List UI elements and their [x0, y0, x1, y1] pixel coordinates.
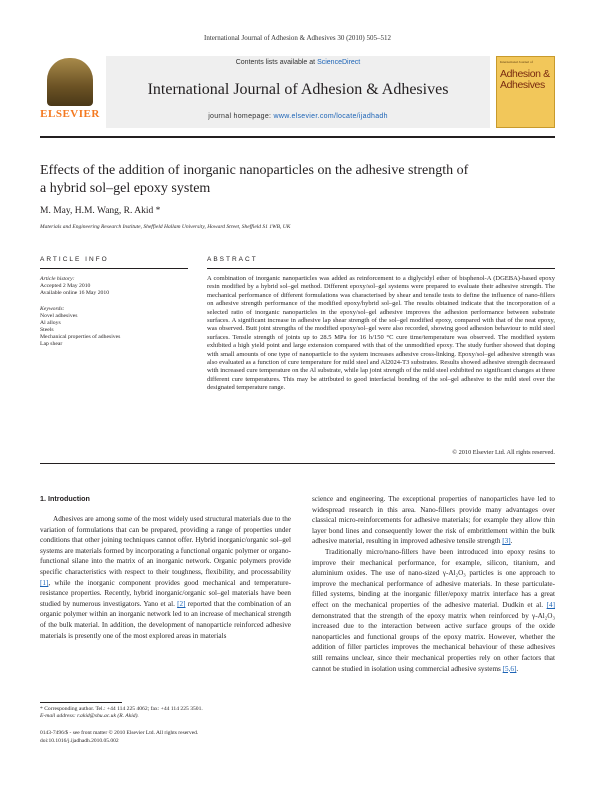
doi-line[interactable]: doi:10.1016/j.ijadhadh.2010.05.002: [40, 737, 119, 744]
journal-citation: International Journal of Adhesion & Adhesives 30 (2010) 505–512: [203, 34, 392, 42]
citation-link[interactable]: [4]: [546, 600, 555, 609]
text-run: Adhesives are among some of the most widely used structural materials due to the variation of formulations that can be prepared, providing a range of properties under conditions that other joining techniques cannot offer. Hybrid inorganic/organic sol–gel systems are materials formed by incorporating a functional organic polymer or organo-functional silane into the matrix of an inorganic network. Organic polymers provide specific characteristics with respect to their toughness, flexibility, and processability: [40, 515, 291, 576]
abstract-rule: [207, 268, 555, 269]
cover-title-line2: Adhesives: [500, 79, 545, 91]
abstract-copyright: © 2010 Elsevier Ltd. All rights reserved.: [452, 449, 555, 456]
homepage-line: [106, 113, 490, 120]
abstract-heading: ABSTRACT: [207, 256, 258, 263]
publisher-name: ELSEVIER: [40, 108, 100, 120]
journal-cover-thumbnail[interactable]: [496, 56, 555, 128]
affiliation: Materials and Engineering Research Institute, Sheffield Hallam University, Howard Street, Sheffield S1 1WB, UK: [40, 224, 291, 230]
available-date: Available online 16 May 2010: [40, 290, 110, 296]
intro-paragraph: [40, 514, 291, 641]
text-run: demonstrated that the strength of the epoxy matrix when reinforced by γ-Al₂O₃ increased due to the interaction between active surface groups of the oxide nanoparticles and functional groups of the epoxy matrix. However, whether the addition of filler particles improves the mechanical behaviour of these adhesives still remains unclear, since their mechanical properties rely on other factors that cannot be studied in isolation using commercial adhesive systems: [312, 611, 555, 673]
intro-right-column: [312, 494, 555, 674]
footnote-email[interactable]: E-mail address: r.akid@shu.ac.uk (R. Akid).: [40, 713, 139, 720]
intro-paragraph: [312, 547, 555, 674]
keyword-item: Steels: [40, 327, 54, 333]
authors[interactable]: M. May, H.M. Wang, R. Akid *: [40, 206, 161, 216]
citation-link[interactable]: [3]: [502, 537, 511, 546]
article-title: [40, 162, 555, 198]
introduction-heading: 1. Introduction: [40, 494, 90, 503]
text-run: .: [510, 537, 513, 546]
text-run: Traditionally micro/nano-fillers have been introduced into epoxy resins to improve their mechanical performance, for example, silicon, titanium, and aluminium oxides. The use of nano-sized γ-Al₂O₃ particles is one approach to improve the mechanical performance of adhesive materials. In these particulate-filled systems, binding at the inorganic filler/epoxy matrix interface has a great effect on the mechanical properties of the adhesive material. Dudkin et al.: [312, 547, 555, 609]
text-run: .: [516, 664, 519, 673]
front-matter-note: [40, 730, 198, 745]
history-label: Article history:: [40, 276, 75, 282]
article-info-heading: ARTICLE INFO: [40, 256, 109, 263]
text-run: , while the inorganic component provides good mechanical and temperature-resistance properties. Recently, hybrid inorganic/organic sol–gel materials have been studied by numerous investigators. Yano et al.: [40, 578, 291, 608]
contents-prefix: Contents lists available at: [235, 59, 318, 66]
intro-paragraph: [312, 494, 555, 547]
article-history: [40, 276, 190, 297]
cover-subtitle: International Journal of: [500, 60, 533, 64]
contents-line: [106, 59, 490, 66]
masthead-rule: [40, 136, 555, 138]
abstract-bottom-rule: [40, 463, 555, 464]
keyword-item: Novel adhesives: [40, 313, 78, 319]
issn-line: 0143-7496/$ - see front matter © 2010 Elsevier Ltd. All rights reserved.: [40, 730, 199, 736]
footnote-contact: * Corresponding author. Tel.: +44 114 225 4062; fax: +44 114 225 3501.: [40, 706, 203, 712]
accepted-date: Accepted 2 May 2010: [40, 283, 91, 289]
corresponding-author-footnote: [40, 706, 290, 721]
sciencedirect-link[interactable]: ScienceDirect: [317, 59, 361, 66]
keywords-label: Keywords:: [40, 306, 65, 312]
article-info-rule: [40, 268, 188, 269]
keyword-item: Mechanical properties of adhesives: [40, 334, 121, 340]
intro-left-column: [40, 514, 291, 641]
journal-title: International Journal of Adhesion & Adhesives: [147, 81, 449, 98]
elsevier-tree-icon: [47, 58, 93, 106]
keyword-item: Al alloys: [40, 320, 61, 326]
text-run: reported that the combination of an organic polymer within an inorganic network led to an increase of mechanical strength of the bulk material. In addition, the development of nanoparticle reinforced adhesive materials is presently one of the most explored areas in materials: [40, 599, 291, 640]
citation-link[interactable]: [5,6]: [502, 664, 517, 673]
homepage-link[interactable]: www.elsevier.com/locate/ijadhadh: [273, 113, 388, 120]
article-title-line1: Effects of the addition of inorganic nanoparticles on the adhesive strength of: [40, 163, 469, 178]
footnote-rule: [40, 702, 122, 703]
citation-link[interactable]: [2]: [177, 599, 186, 608]
masthead: [40, 56, 555, 132]
cover-title-line1: Adhesion &: [500, 68, 550, 80]
cover-title: [500, 69, 550, 91]
homepage-prefix: journal homepage:: [208, 113, 274, 120]
abstract-text: A combination of inorganic nanoparticles was added as reinforcement to a diglycidyl ether of bisphenol-A (DGEBA)-based epoxy resin modified by a hybrid sol–gel method. Different epoxy/sol–gel systems were prepared to evaluate their adhesive strength. The mechanical performance of different formulations was characterised by shear and tensile tests to define the influence of nano-fillers on adhesive strength performance of the modified epoxy/hybrid sol–gel. The results obtained indicate that the incorporation of a selected ratio of inorganic nanoparticles in the epoxy/sol–gel adhesive improves the adhesion performance between substrate surfaces. A significant increase in adhesive lap shear strength of the sol–gel modified epoxy, compared with that of the neat epoxy, was observed. Butt joint strengths of the modified epoxy/sol–gel were also recorded, showing good adhesion behaviour to mild steel surfaces. Tensile strength of joints up to 28.5 MPa for 16 h/150 °C cure time/temperature was observed. The modified system exhibited a high yield point and large extension compared with that of the unmodified epoxy. The study further showed that doping with small amounts of one type of nanoparticle to the system increases adhesive cross-linking. Epoxy/sol–gel adhesive strength was also evaluated as a function of cure temperature for mild steel and Al2024-T3 substrates. Results showed adhesive strength decreased with increased cure temperature on the Al substrate, while lap joint strength of the mild steel exhibited no significant changes at three different cure temperatures. This may be attributed to good interfacial bonding of the sol–gel adhesive to the mild steel over the designated temperature range.: [207, 275, 555, 392]
citation-link[interactable]: [1]: [40, 578, 49, 587]
article-title-line2: a hybrid sol–gel epoxy system: [40, 181, 211, 196]
keyword-item: Lap shear: [40, 341, 63, 347]
elsevier-logo[interactable]: [40, 56, 100, 128]
keywords: [40, 306, 190, 348]
journal-banner: [106, 56, 490, 128]
text-run: science and engineering. The exceptional properties of nanoparticles have led to widespread research in this area. Nano-fillers provide many advantages over classical micro-reinforcements for adhesive materials; for example they allow thin layer bond lines and consequently lower the risk of embrittlement within the bulk adhesive material, resulting in improved adhesive tensile strength: [312, 495, 555, 546]
